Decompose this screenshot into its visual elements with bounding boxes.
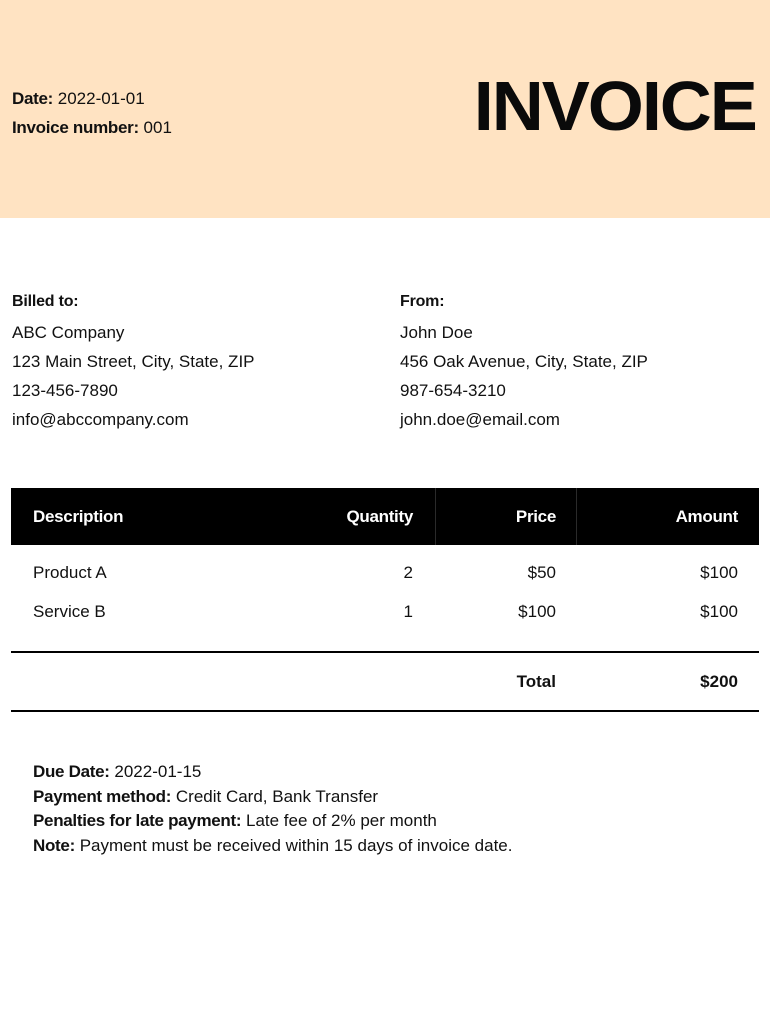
date-line [12, 84, 172, 113]
penalties-value: Late fee of 2% per month [245, 811, 437, 830]
invoice-number-label: Invoice number: [12, 118, 139, 137]
payment-method-value: Credit Card, Bank Transfer [175, 786, 379, 806]
billed-to-name: ABC Company [12, 323, 125, 342]
header-amount: Amount [675, 507, 738, 526]
billed-to-email: info@abccompany.com [12, 410, 189, 429]
date-value: 2022-01-01 [57, 89, 145, 108]
note-line [33, 834, 512, 859]
row-quantity: 1 [403, 602, 413, 621]
billed-to-block [12, 287, 255, 434]
billed-to-phone: 123-456-7890 [12, 381, 118, 400]
row-amount: $100 [700, 602, 738, 621]
row-amount: $100 [700, 563, 738, 582]
invoice-number-value: 001 [143, 118, 172, 137]
due-date-value: 2022-01-15 [114, 762, 202, 781]
column-divider [435, 488, 436, 545]
table-header [11, 488, 759, 545]
table-body [11, 545, 759, 651]
from-heading: From: [400, 293, 445, 310]
invoice-title: INVOICE [473, 67, 756, 145]
from-address: 456 Oak Avenue, City, State, ZIP [400, 352, 648, 371]
total-label: Total [516, 672, 556, 691]
column-divider [576, 488, 577, 545]
payment-terms [33, 760, 512, 858]
due-date-label: Due Date: [33, 762, 110, 781]
table-bottom-rule [11, 710, 759, 712]
total-row [11, 653, 759, 710]
invoice-number-line [12, 113, 172, 142]
note-label: Note: [33, 835, 75, 855]
row-price: $50 [527, 563, 556, 582]
header-price: Price [515, 507, 556, 526]
total-value: $200 [700, 672, 738, 691]
from-name: John Doe [400, 323, 473, 342]
header-description: Description [33, 507, 124, 526]
from-block [400, 287, 648, 434]
from-phone: 987-654-3210 [400, 381, 506, 400]
table-row [11, 553, 759, 592]
penalties-line [33, 809, 512, 834]
invoice-table [11, 488, 759, 712]
billed-to-heading: Billed to: [12, 293, 79, 310]
header-quantity: Quantity [346, 507, 413, 526]
row-description: Product A [33, 563, 107, 582]
row-description: Service B [33, 602, 106, 621]
due-date-line [33, 760, 512, 785]
penalties-label: Penalties for late payment: [33, 811, 242, 830]
payment-method-line [33, 785, 512, 810]
row-quantity: 2 [403, 563, 413, 582]
billed-to-address: 123 Main Street, City, State, ZIP [12, 352, 255, 371]
table-row [11, 592, 759, 631]
row-price: $100 [518, 602, 556, 621]
from-email: john.doe@email.com [400, 410, 560, 429]
date-label: Date: [12, 89, 54, 108]
note-value: Payment must be received within 15 days of invoice date. [79, 835, 513, 855]
payment-method-label: Payment method: [33, 786, 172, 806]
invoice-meta [12, 84, 172, 142]
header-band [0, 0, 770, 218]
